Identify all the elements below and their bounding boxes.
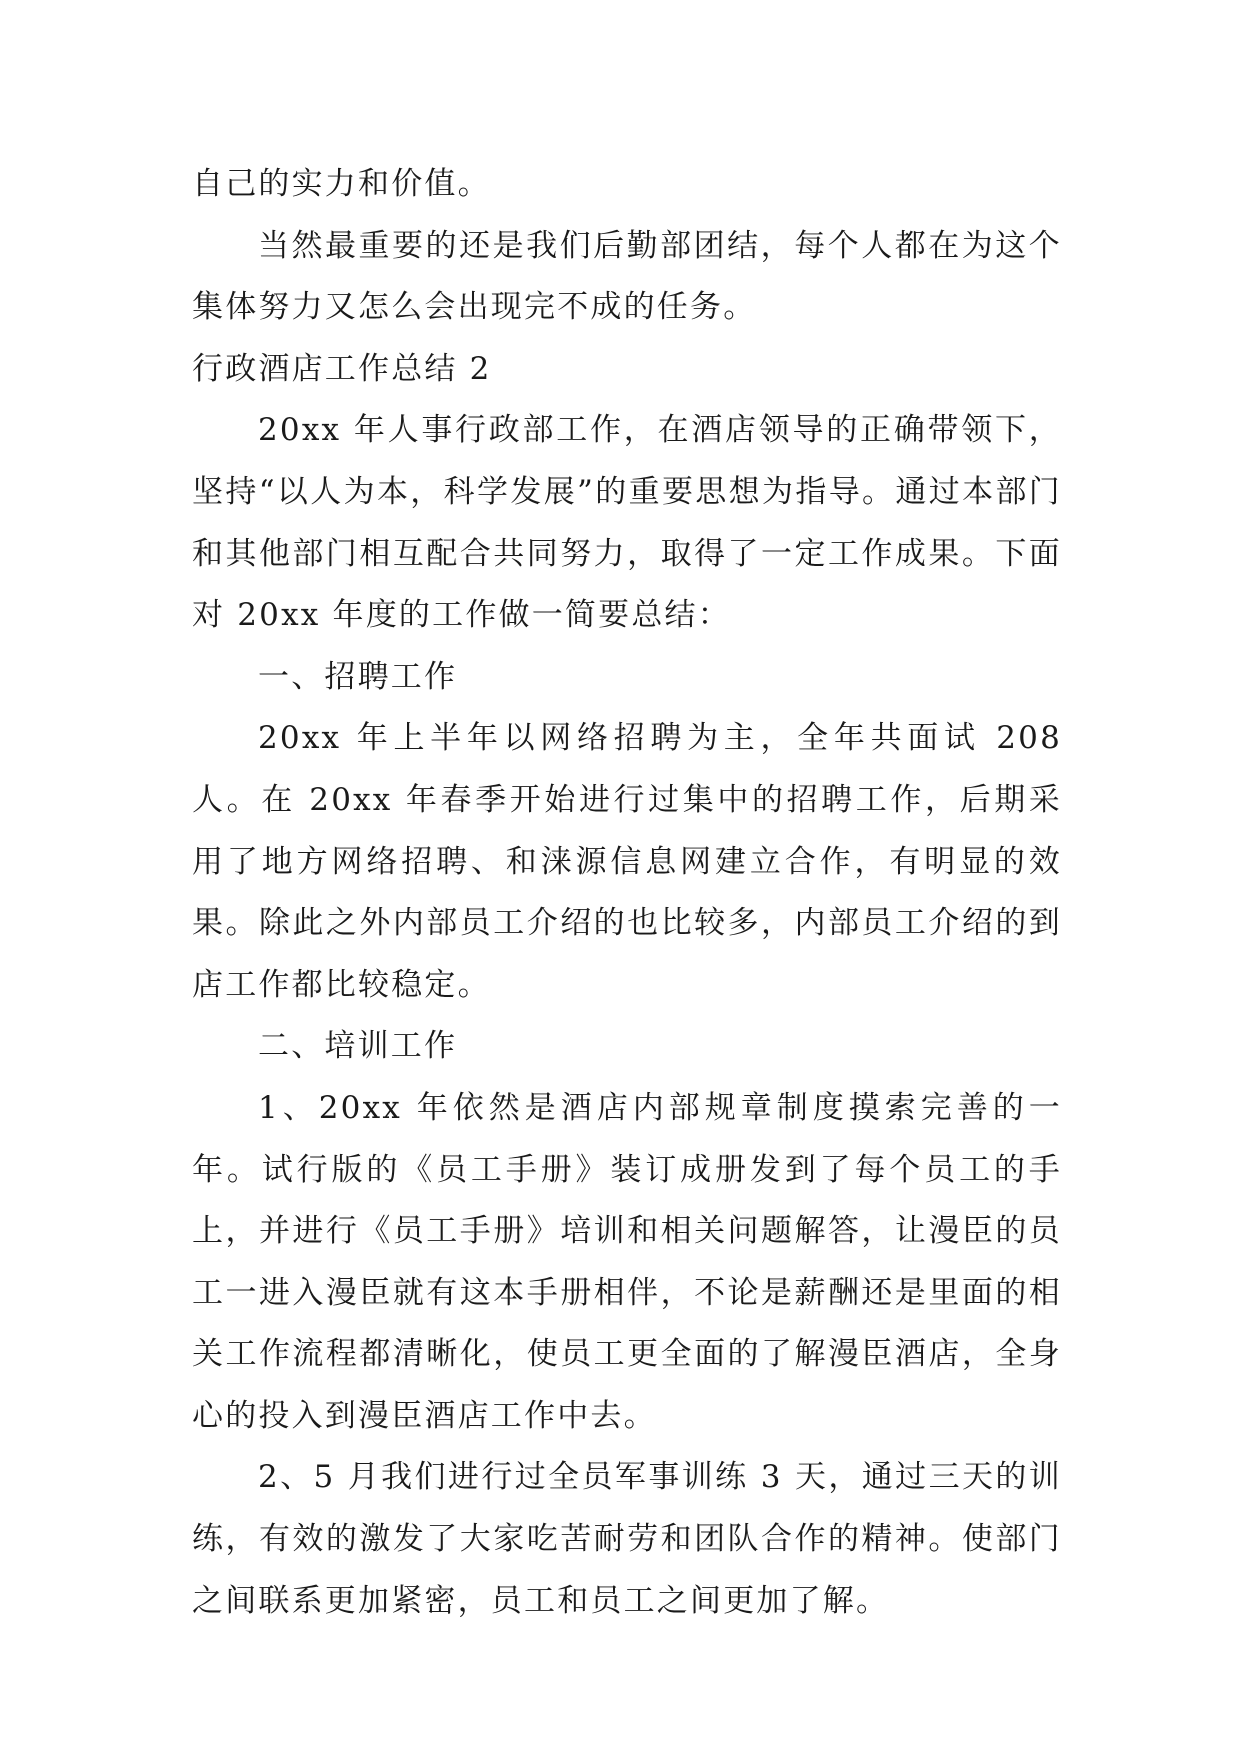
paragraph-recruitment: 20xx 年上半年以网络招聘为主，全年共面试 208 人。在 20xx 年春季开始进行过集中的招聘工作，后期采用了地方网络招聘、和涞源信息网建立合作，有明显的效果。除此之外内部员工介绍的也比较多，内部员工介绍的到店工作都比较稳定。 <box>192 720 1062 1003</box>
paragraph-continuation: 自己的实力和价值。 <box>192 166 491 202</box>
document-body <box>192 154 1062 1632</box>
heading-training: 二、培训工作 <box>258 1028 458 1065</box>
paragraph-training-2: 2、5 月我们进行过全员军事训练 3 天，通过三天的训练，有效的激发了大家吃苦耐劳和团队合作的精神。使部门之间联系更加紧密，员工和员工之间更加了解。 <box>192 1459 1062 1619</box>
paragraph-training-1: 1、20xx 年依然是酒店内部规章制度摸索完善的一年。试行版的《员工手册》装订成册发到了每个员工的手上，并进行《员工手册》培训和相关问题解答，让漫臣的员工一进入漫臣就有这本手册相伴，不论是薪酬还是里面的相关工作流程都清晰化，使员工更全面的了解漫臣酒店，全身心的投入到漫臣酒店工作中去。 <box>192 1089 1062 1434</box>
section-title: 行政酒店工作总结 2 <box>192 350 492 387</box>
paragraph-teamwork: 当然最重要的还是我们后勤部团结，每个人都在为这个集体努力又怎么会出现完不成的任务。 <box>192 227 1062 326</box>
heading-recruitment: 一、招聘工作 <box>258 658 458 695</box>
paragraph-intro: 20xx 年人事行政部工作，在酒店领导的正确带领下，坚持“以人为本，科学发展”的重要思想为指导。通过本部门和其他部门相互配合共同努力，取得了一定工作成果。下面对 20xx 年度的工作做一简要总结： <box>192 412 1062 634</box>
